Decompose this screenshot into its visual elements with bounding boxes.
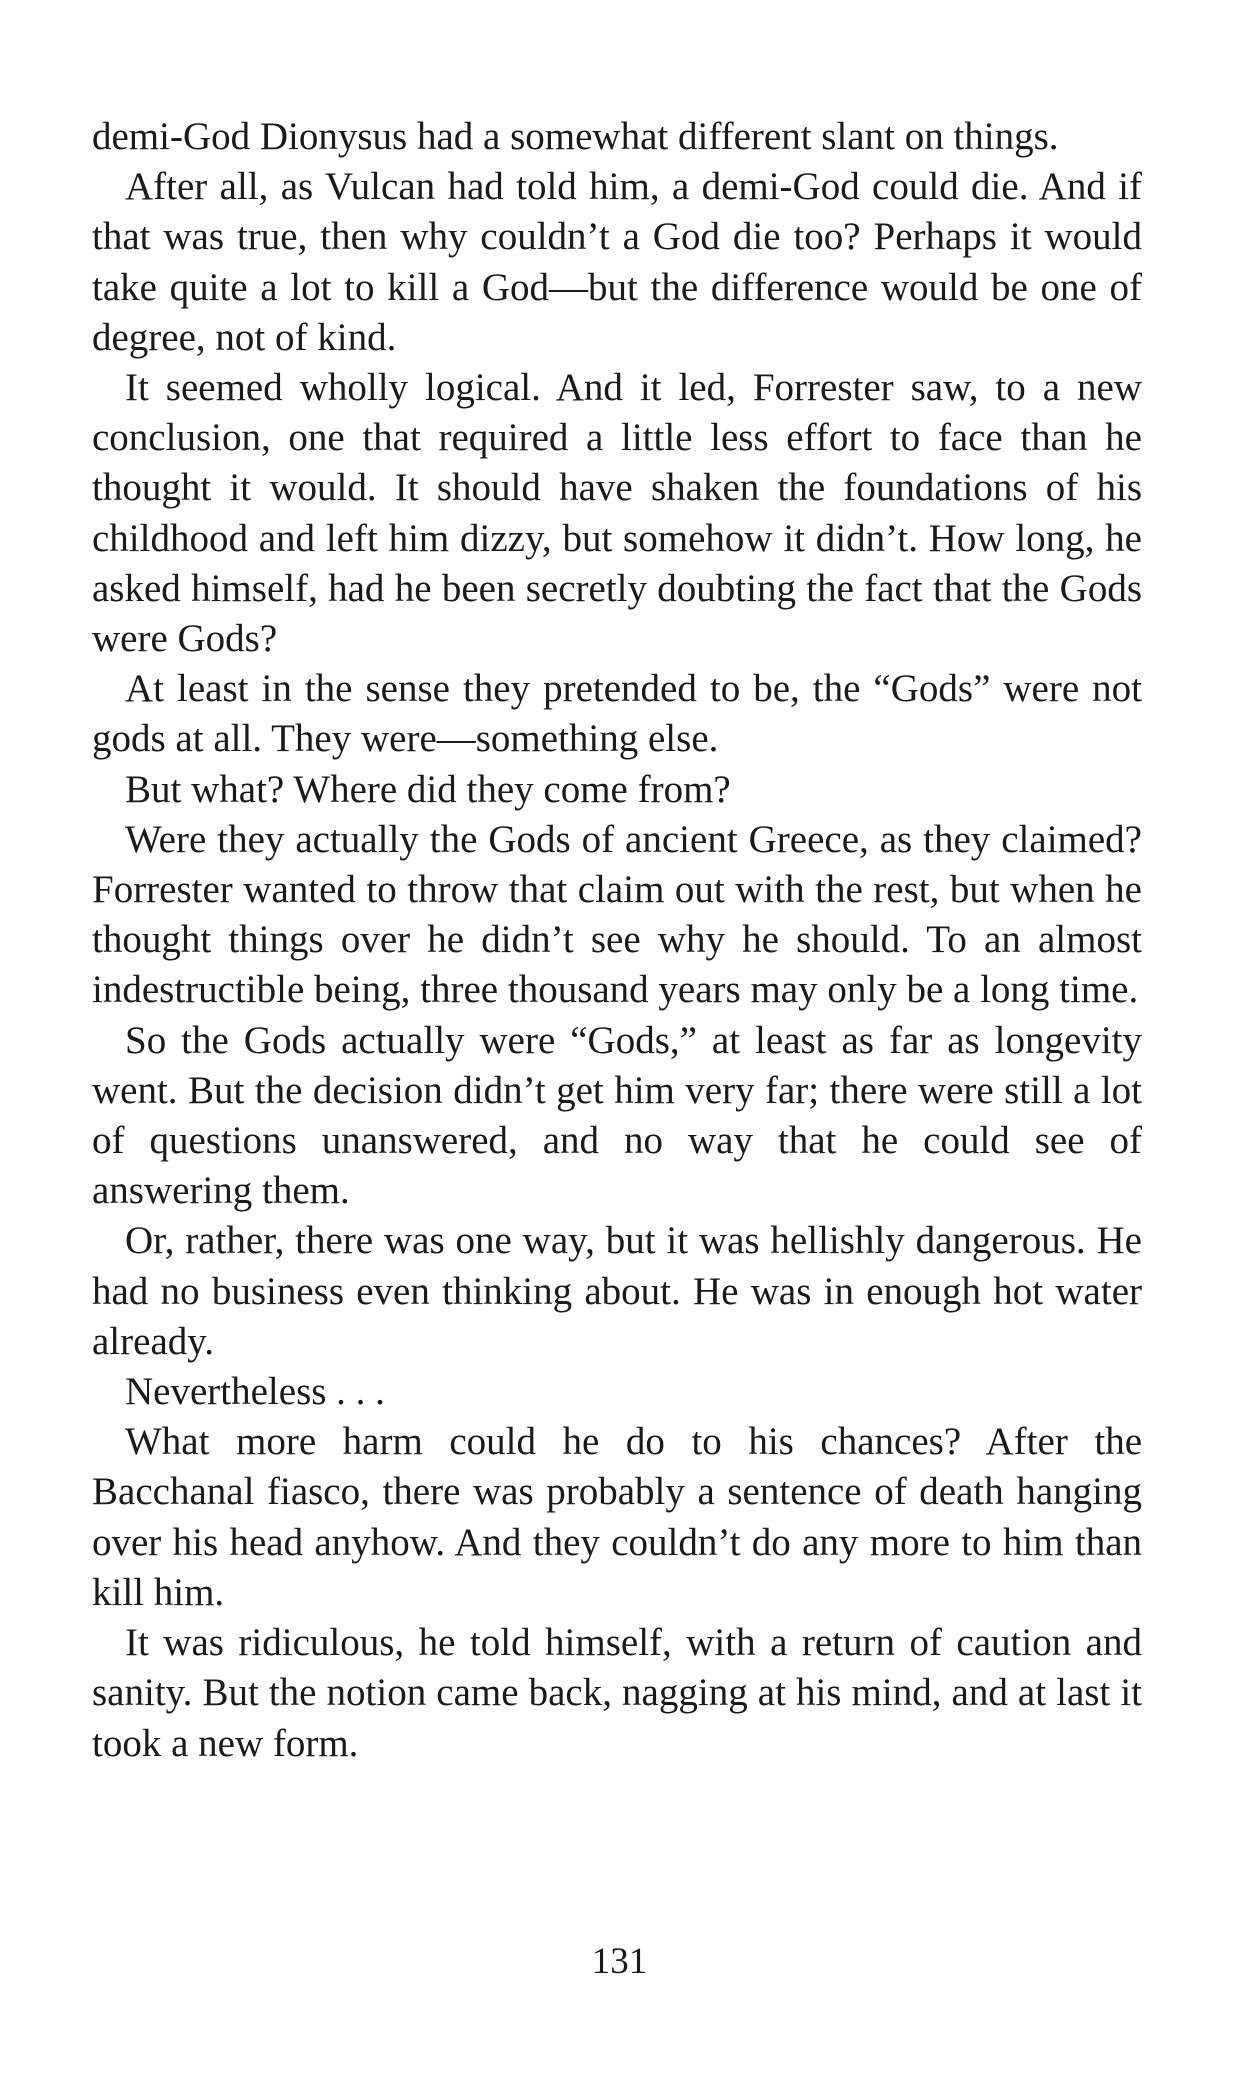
paragraph: demi-God Dionysus had a somewhat different slant on things.: [92, 115, 1059, 158]
paragraph: Or, rather, there was one way, but it was hellishly dangerous. He had no business even thinking about. He was in enough hot water already.: [92, 1219, 1142, 1363]
paragraph: At least in the sense they pretended to be, the “Gods” were not gods at all. They were—something else.: [92, 667, 1142, 761]
paragraph: Nevertheless . . .: [125, 1370, 385, 1414]
paragraph: It seemed wholly logical. And it led, Forrester saw, to a new conclusion, one that required a little less effort to face than he thought it would. It should have shaken the foundations of his childhood and left him dizzy, but somehow it didn’t. How long, he asked himself, had he been secretly doubting the fact that the Gods were Gods?: [92, 366, 1142, 661]
body-text: [92, 112, 1142, 1769]
paragraph: Were they actually the Gods of ancient Greece, as they claimed? Forrester wanted to throw that claim out with the rest, but when he thought things over he didn’t see why he should. To an almost indestructible being, three thousand years may only be a long time.: [92, 817, 1142, 1012]
paragraph: What more harm could he do to his chances? After the Bacchanal fiasco, there was probably a sentence of death hanging over his head anyhow. And they couldn’t do any more to him than kill him.: [92, 1420, 1142, 1614]
page-number: 131: [591, 1941, 648, 1982]
paragraph: After all, as Vulcan had told him, a demi-God could die. And if that was true, then why couldn’t a God die too? Perhaps it would take quite a lot to kill a God—but the difference would be one of degree, not of kind.: [92, 165, 1142, 359]
paragraph: But what? Where did they come from?: [125, 767, 731, 811]
paragraph: It was ridiculous, he told himself, with a return of caution and sanity. But the notion came back, nagging at his mind, and at last it took a new form.: [92, 1621, 1142, 1765]
paragraph: So the Gods actually were “Gods,” at least as far as longevity went. But the decision didn’t get him very far; there were still a lot of questions unanswered, and no way that he could see of answering them.: [92, 1018, 1142, 1213]
